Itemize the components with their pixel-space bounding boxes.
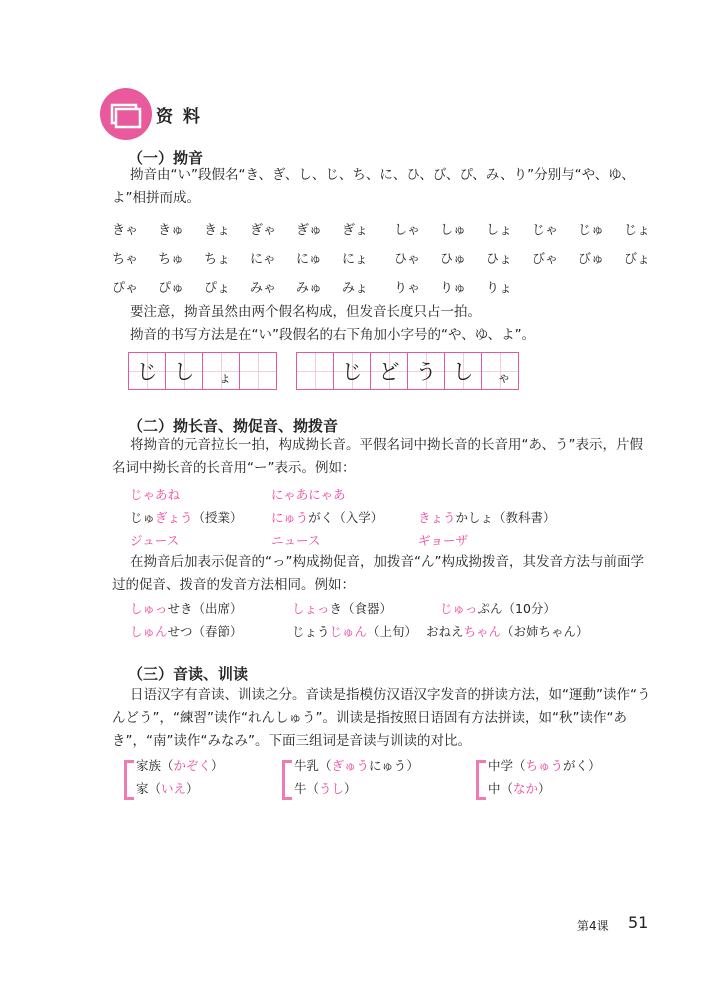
kana: みゅ [296, 281, 323, 296]
onyomi-example: 中学（ちゅうがく） [488, 758, 601, 773]
bracket [282, 760, 292, 800]
section1-para1: 拗音由“い”段假名“き、ぎ、し、じ、ち、に、ひ、び、ぴ、み、り”分别与“や、ゆ、よ”相拼而成。 [112, 167, 635, 206]
writing-cell [297, 353, 334, 389]
writing-cell: し [445, 353, 482, 389]
kana: にゃ [250, 252, 276, 267]
example: じゃあね [130, 487, 181, 502]
page-number: 51 [628, 913, 649, 932]
writing-cell [240, 353, 276, 389]
section-icon [100, 88, 152, 140]
folder-icon [100, 88, 152, 140]
kana: しょ [486, 223, 513, 238]
kana: びゃ [532, 252, 559, 267]
kana: りょ [486, 281, 513, 296]
example: にゅうがく（入学） [271, 510, 384, 525]
kana: みょ [342, 281, 369, 296]
section1-para2: 要注意，拗音虽然由两个假名构成，但发音长度只占一拍。 [130, 304, 481, 320]
kana: みゃ [250, 281, 277, 296]
kana: きょ [204, 223, 231, 238]
example: じょうじゅん（上旬） [292, 624, 418, 639]
kana: ひゃ [394, 252, 421, 267]
writing-cell: し [166, 353, 203, 389]
kana: ひょ [486, 252, 513, 267]
kana: にゅ [296, 252, 322, 267]
kana: ぎゅ [296, 223, 323, 238]
writing-box-jidousha [296, 352, 519, 390]
example: じゅっぷん（10分） [440, 601, 556, 616]
kana: じゅ [578, 223, 605, 238]
kana: しゅ [440, 223, 467, 238]
bracket [476, 760, 486, 800]
section1-heading: （一）拗音 [128, 149, 204, 167]
example: しょっき（食器） [292, 601, 393, 616]
example: おねえちゃん（お姉ちゃん） [426, 624, 589, 639]
section2-heading: （二）拗长音、拗促音、拗拨音 [128, 417, 339, 435]
kana: ぎゃ [250, 223, 277, 238]
writing-box-jisho [128, 352, 277, 390]
example: しゅっせき（出席） [130, 601, 243, 616]
section3-heading: （三）音读、训读 [128, 665, 249, 683]
writing-cell: ど [371, 353, 408, 389]
kana: りゅ [440, 281, 467, 296]
writing-cell: じ [334, 353, 371, 389]
kana: ちゃ [112, 252, 139, 267]
kana: りゃ [394, 281, 421, 296]
kunyomi-example: 家（いえ） [136, 781, 199, 796]
bracket [124, 760, 134, 800]
section2-para2: 在拗音后加表示促音的“っ”构成拗促音，加拨音“ん”构成拗拨音，其发音方法与前面学过的促音、拨音的发音方法相同。例如： [112, 554, 644, 593]
kunyomi-example: 牛（うし） [294, 781, 357, 796]
example: ジュース [130, 533, 180, 548]
kana: ぎょ [342, 223, 369, 238]
section1-para3: 拗音的书写方法是在“い”段假名的右下角加小字号的“や、ゆ、よ”。 [130, 327, 536, 343]
kana: しゃ [394, 223, 421, 238]
page-title: 资 料 [156, 107, 202, 127]
kunyomi-example: 中（なか） [488, 781, 551, 796]
onyomi-example: 牛乳（ぎゅうにゅう） [294, 758, 419, 773]
section3-para: 日语汉字有音读、训读之分。音读是指模仿汉语汉字发音的拼读方法，如“運動”读作“うんどう”，“練習”读作“れんしゅう”。训读是指按照日语固有方法拼读，如“秋”读作“あき”，“南”读作“みなみ”。下面三组词是音读与训读的对比。 [112, 687, 651, 749]
kana: じょ [624, 223, 651, 238]
kana: きゃ [112, 223, 139, 238]
example: ギョーザ [418, 533, 469, 548]
writing-cell: う [408, 353, 445, 389]
kana: ちゅ [158, 252, 185, 267]
example: ニュース [271, 533, 321, 548]
kana: ぴゅ [158, 281, 185, 296]
kana: びょ [624, 252, 651, 267]
kana: ぴょ [204, 281, 231, 296]
kana: ぴゃ [112, 281, 139, 296]
onyomi-example: 家族（かぞく） [136, 758, 224, 773]
lesson-label: 第4课 [577, 919, 609, 933]
example: じゅぎょう（授業） [130, 510, 243, 525]
writing-cell: ゃ [482, 353, 518, 389]
example: しゅんせつ（春節） [130, 624, 243, 639]
section2-para1: 将拗音的元音拉长一拍，构成拗长音。平假名词中拗长音的长音用“あ、う”表示，片假名词中拗长音的长音用“ー”表示。例如： [112, 437, 643, 476]
kana: ひゅ [440, 252, 467, 267]
kana: じゃ [532, 223, 559, 238]
writing-cell: じ [129, 353, 166, 389]
kana: にょ [342, 252, 368, 267]
example: にゃあにゃあ [271, 487, 346, 502]
kana: びゅ [578, 252, 605, 267]
example: きょうかしょ（教科書） [418, 510, 556, 525]
kana: ちょ [204, 252, 231, 267]
writing-cell: ょ [203, 353, 240, 389]
kana: きゅ [158, 223, 185, 238]
